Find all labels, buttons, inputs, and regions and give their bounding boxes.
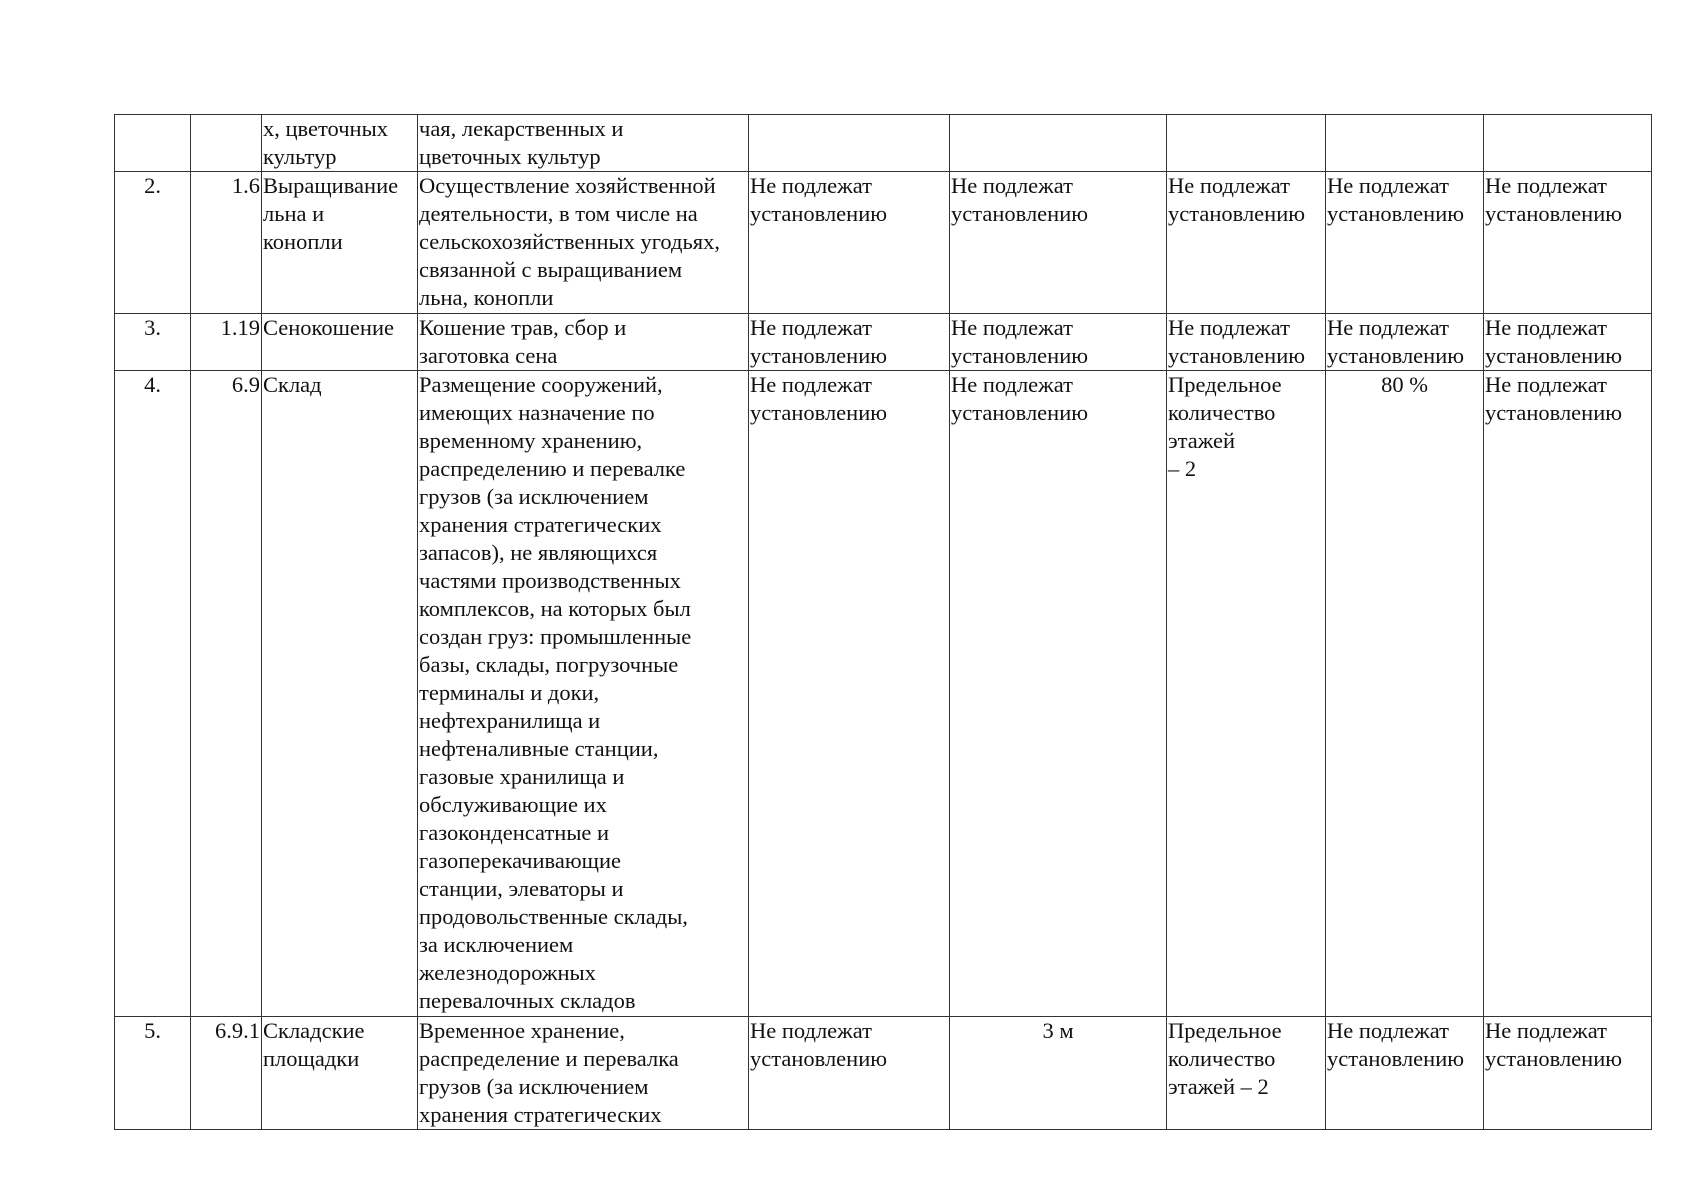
row-number: 5. bbox=[115, 1017, 191, 1130]
type-code: 6.9.1 bbox=[191, 1017, 262, 1130]
param-cell: Не подлежат установлению bbox=[1484, 314, 1652, 371]
type-name: Склад bbox=[262, 371, 418, 1017]
row-number: 3. bbox=[115, 314, 191, 371]
type-name: Выращивание льна и конопли bbox=[262, 172, 418, 314]
table-row bbox=[115, 115, 1652, 172]
row-number: 4. bbox=[115, 371, 191, 1017]
param-cell: Не подлежат установлению bbox=[1326, 1017, 1484, 1130]
param-cell: Не подлежат установлению bbox=[749, 172, 950, 314]
land-use-table bbox=[114, 114, 1652, 1130]
table-row bbox=[115, 1017, 1652, 1130]
param-cell: Не подлежат установлению bbox=[1167, 314, 1326, 371]
type-code bbox=[191, 115, 262, 172]
type-description: Временное хранение, распределение и перевалка грузов (за исключением хранения стратегических bbox=[418, 1017, 749, 1130]
param-cell: Не подлежат установлению bbox=[749, 314, 950, 371]
type-name: Складские площадки bbox=[262, 1017, 418, 1130]
param-cell bbox=[1484, 115, 1652, 172]
param-cell: Не подлежат установлению bbox=[1484, 371, 1652, 1017]
param-cell bbox=[950, 115, 1167, 172]
param-cell bbox=[749, 115, 950, 172]
param-cell: Предельное количество этажей – 2 bbox=[1167, 1017, 1326, 1130]
row-number bbox=[115, 115, 191, 172]
row-number: 2. bbox=[115, 172, 191, 314]
type-description: Кошение трав, сбор и заготовка сена bbox=[418, 314, 749, 371]
param-cell: Не подлежат установлению bbox=[950, 371, 1167, 1017]
param-cell: Не подлежат установлению bbox=[1484, 172, 1652, 314]
param-cell: Не подлежат установлению bbox=[950, 314, 1167, 371]
param-cell: Не подлежат установлению bbox=[749, 1017, 950, 1130]
type-code: 1.6 bbox=[191, 172, 262, 314]
table-row bbox=[115, 172, 1652, 314]
param-cell: Не подлежат установлению bbox=[950, 172, 1167, 314]
type-description: Осуществление хозяйственной деятельности, в том числе на сельскохозяйственных угодьях, связанной с выращиванием льна, конопли bbox=[418, 172, 749, 314]
param-cell: 80 % bbox=[1326, 371, 1484, 1017]
type-description: Размещение сооружений, имеющих назначение по временному хранению, распределению и перевалке грузов (за исключением хранения стратегических запасов), не являющихся частями производственных комплексов, на которых был создан груз: промышленные базы, склады, погрузочные терминалы и доки, нефтехранилища и нефтеналивные станции, газовые хранилища и обслуживающие их газоконденсатные и газоперекачивающие станции, элеваторы и продовольственные склады, за исключением железнодорожных перевалочных складов bbox=[418, 371, 749, 1017]
param-cell: Не подлежат установлению bbox=[1326, 314, 1484, 371]
param-cell: Не подлежат установлению bbox=[749, 371, 950, 1017]
param-cell: 3 м bbox=[950, 1017, 1167, 1130]
type-name: Сенокошение bbox=[262, 314, 418, 371]
table-row bbox=[115, 371, 1652, 1017]
param-cell bbox=[1167, 115, 1326, 172]
param-cell bbox=[1326, 115, 1484, 172]
type-code: 6.9 bbox=[191, 371, 262, 1017]
type-description: чая, лекарственных и цветочных культур bbox=[418, 115, 749, 172]
param-cell: Не подлежат установлению bbox=[1167, 172, 1326, 314]
param-cell: Не подлежат установлению bbox=[1484, 1017, 1652, 1130]
type-code: 1.19 bbox=[191, 314, 262, 371]
type-name: х, цветочных культур bbox=[262, 115, 418, 172]
table-row bbox=[115, 314, 1652, 371]
param-cell: Не подлежат установлению bbox=[1326, 172, 1484, 314]
param-cell: Предельное количество этажей – 2 bbox=[1167, 371, 1326, 1017]
